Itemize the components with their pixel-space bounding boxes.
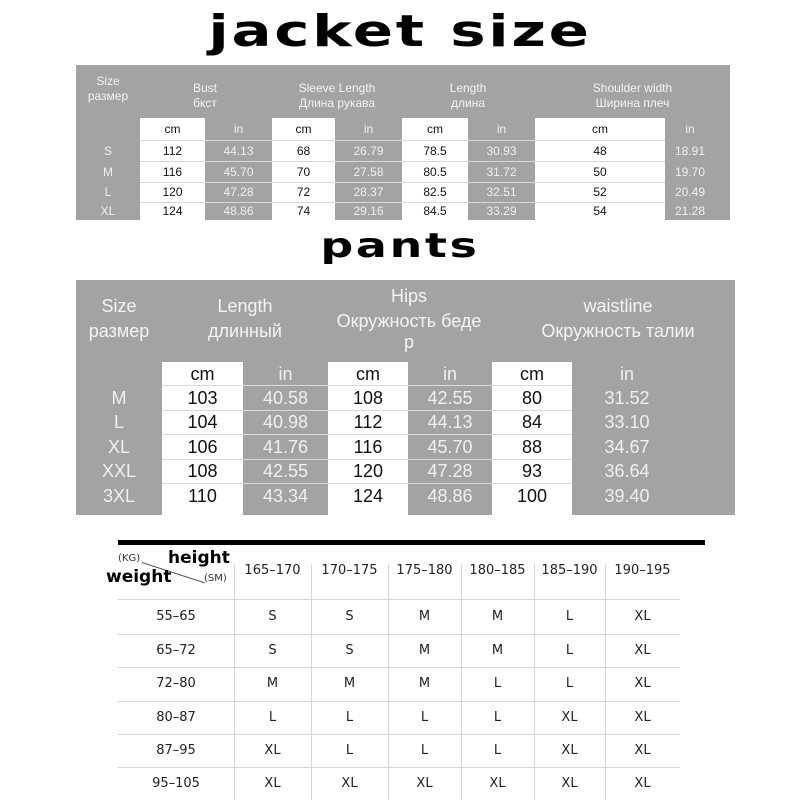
bust-header-en: Bust: [192, 81, 217, 95]
length-cm: 104: [187, 412, 218, 432]
weight-range: 80–87: [156, 710, 196, 725]
sleeve-header-en: Sleeve Length: [298, 81, 376, 95]
size-cell: XL: [634, 676, 651, 691]
length-header-ru: длина: [450, 96, 485, 110]
size-cell: L: [493, 676, 502, 691]
unit-in: in: [496, 122, 507, 136]
pants-size-table: [76, 280, 735, 515]
size-cell: XL: [264, 776, 281, 791]
size-cell: M: [266, 676, 279, 691]
size-cell: M: [491, 643, 504, 658]
size-label: S: [103, 144, 112, 158]
size-header-en: Size: [101, 296, 137, 316]
shoulder-header-ru: Ширина плеч: [595, 96, 670, 110]
size-cell: L: [420, 743, 429, 758]
shoulder-cm: 50: [593, 165, 607, 179]
size-cell: XL: [634, 710, 651, 725]
size-cell: M: [418, 609, 431, 624]
hips-in: 42.55: [427, 388, 473, 408]
size-cell: S: [345, 643, 354, 658]
weight-axis-label: weight: [106, 567, 172, 587]
size-label: M: [111, 388, 127, 408]
unit-cm: cm: [190, 364, 215, 384]
waist-header: [506, 294, 730, 344]
unit-in: in: [278, 364, 293, 384]
unit-in: in: [619, 364, 634, 384]
size-recommendation-table: [106, 540, 705, 800]
unit-cm: cm: [356, 364, 380, 384]
size-cell: L: [565, 643, 574, 658]
bust-in: 45.70: [223, 165, 254, 179]
unit-in: in: [442, 364, 457, 384]
size-header-ru: размер: [88, 321, 150, 342]
size-cell: M: [491, 609, 504, 624]
length-in: 31.72: [486, 165, 517, 179]
size-cell: XL: [489, 776, 506, 791]
length-cm: 80.5: [423, 165, 447, 179]
unit-cm: cm: [164, 122, 181, 136]
length-in: 41.76: [262, 437, 309, 457]
size-cell: L: [565, 609, 574, 624]
size-cell: M: [343, 676, 356, 691]
bust-in: 48.86: [223, 204, 254, 218]
size-cell: XL: [634, 776, 651, 791]
size-header-en: Size: [96, 74, 120, 88]
size-cell: XL: [416, 776, 433, 791]
length-header: [162, 294, 328, 344]
size-label: XL: [100, 204, 116, 218]
size-cell: L: [345, 710, 354, 725]
size-label: 3XL: [102, 486, 136, 506]
size-cell: XL: [561, 743, 578, 758]
hips-cm: 124: [352, 486, 384, 506]
weight-range: 95–105: [152, 776, 200, 791]
height-range-header: 180–185: [469, 563, 526, 578]
waist-in: 31.52: [604, 388, 650, 408]
shoulder-in: 19.70: [674, 165, 706, 179]
hips-in: 48.86: [427, 486, 473, 506]
size-label: M: [103, 165, 113, 179]
size-cell: S: [268, 609, 277, 624]
shoulder-cm: 48: [593, 144, 607, 158]
waist-in: 34.67: [604, 437, 650, 457]
size-cell: XL: [634, 609, 651, 624]
shoulder-in: 18.91: [674, 144, 706, 158]
weight-range: 87–95: [156, 743, 196, 758]
height-axis-label: height: [168, 548, 230, 568]
kg-unit-label: (KG): [118, 553, 141, 564]
size-label: XL: [107, 437, 131, 457]
size-cell: XL: [634, 743, 651, 758]
sm-unit-label: (SM): [204, 573, 227, 584]
jacket-size-title: jacket size: [208, 6, 592, 57]
length-cm: 103: [187, 388, 218, 408]
bust-cm: 112: [162, 144, 183, 158]
shoulder-header-en: Shoulder width: [592, 81, 673, 95]
size-label: XXL: [101, 461, 137, 481]
length-cm: 110: [188, 486, 217, 506]
size-cell: S: [345, 609, 354, 624]
length-in: 40.58: [262, 388, 309, 408]
size-cell: L: [345, 743, 354, 758]
unit-in: in: [685, 122, 695, 136]
hips-in: 44.13: [427, 412, 473, 432]
sleeve-cm: 74: [296, 204, 311, 218]
waist-header-en: waistline: [583, 296, 653, 316]
length-in: 40.98: [262, 412, 309, 432]
waist-cm: 84: [521, 412, 543, 432]
sleeve-cm: 68: [296, 144, 311, 158]
hips-cm: 116: [353, 437, 383, 457]
bust-cm: 124: [162, 204, 183, 218]
length-cm: 82.5: [423, 185, 447, 199]
size-header-ru: размер: [87, 89, 129, 103]
unit-cm: cm: [295, 122, 312, 136]
length-cm: 78.5: [423, 144, 447, 158]
length-header: [402, 81, 534, 111]
length-cm: 108: [187, 461, 218, 481]
bust-cm: 120: [162, 185, 183, 199]
weight-range: 72–80: [156, 676, 196, 691]
length-in: 33.29: [486, 204, 517, 218]
length-in: 43.34: [262, 486, 309, 506]
size-cell: XL: [341, 776, 358, 791]
waist-in: 36.64: [604, 461, 650, 481]
shoulder-in: 20.49: [674, 185, 706, 199]
size-cell: M: [418, 676, 431, 691]
length-in: 30.93: [486, 144, 517, 158]
bust-in: 47.28: [223, 185, 254, 199]
size-cell: L: [268, 710, 277, 725]
waist-cm: 100: [516, 486, 548, 506]
hips-in: 47.28: [427, 461, 473, 481]
hips-in: 45.70: [427, 437, 473, 457]
hips-cm: 120: [352, 461, 384, 481]
unit-cm: cm: [427, 122, 443, 136]
height-range-header: 190–195: [614, 563, 671, 578]
unit-cm: cm: [520, 364, 544, 384]
shoulder-header: [535, 81, 730, 111]
sleeve-cm: 72: [296, 185, 311, 199]
sleeve-in: 27.58: [353, 165, 384, 179]
size-cell: L: [493, 710, 502, 725]
size-cell: XL: [264, 743, 281, 758]
length-cm: 106: [187, 437, 218, 457]
hips-cm: 108: [352, 388, 384, 408]
size-cell: S: [268, 643, 277, 658]
size-cell: M: [418, 643, 431, 658]
length-header-en: Length: [449, 81, 487, 95]
hips-header: [324, 284, 494, 351]
unit-in: in: [363, 122, 374, 136]
size-cell: L: [565, 676, 574, 691]
shoulder-in: 21.28: [674, 204, 706, 218]
waist-header-ru: Окружность талии: [541, 321, 695, 342]
height-range-header: 165–170: [244, 563, 301, 578]
hips-header-ru-wrap: р: [403, 332, 414, 353]
size-label: L: [113, 412, 124, 432]
bust-cm: 116: [162, 165, 183, 179]
sleeve-cm: 70: [296, 165, 311, 179]
pants-size-title: pants: [320, 226, 480, 266]
unit-cm: cm: [592, 122, 608, 136]
weight-range: 65–72: [156, 643, 196, 658]
sleeve-header-ru: Длина рукава: [298, 96, 376, 110]
bust-header-ru: бкст: [193, 96, 217, 110]
shoulder-cm: 52: [593, 185, 607, 199]
waist-in: 33.10: [604, 412, 650, 432]
hips-cm: 112: [353, 412, 383, 432]
size-header: [76, 294, 162, 344]
height-range-header: 175–180: [396, 563, 453, 578]
length-header-ru: длинный: [208, 321, 282, 342]
sleeve-in: 29.16: [353, 204, 384, 218]
waist-in: 39.40: [604, 486, 650, 506]
sleeve-header: [272, 81, 402, 111]
bust-header: [140, 81, 270, 111]
length-in: 42.55: [262, 461, 309, 481]
length-header-en: Length: [217, 296, 273, 316]
size-cell: XL: [634, 643, 651, 658]
size-label: L: [104, 185, 112, 199]
size-cell: XL: [561, 776, 578, 791]
sleeve-in: 28.37: [353, 185, 384, 199]
hips-header-ru: Окружность беде: [336, 311, 482, 332]
size-cell: L: [493, 743, 502, 758]
length-in: 32.51: [486, 185, 517, 199]
bust-in: 44.13: [223, 144, 254, 158]
hips-header-en: Hips: [390, 286, 427, 306]
waist-cm: 88: [521, 437, 543, 457]
size-cell: XL: [561, 710, 578, 725]
unit-in: in: [233, 122, 244, 136]
shoulder-cm: 54: [593, 204, 607, 218]
waist-cm: 80: [521, 388, 543, 408]
height-range-header: 170–175: [321, 563, 378, 578]
length-cm: 84.5: [423, 204, 447, 218]
size-cell: L: [420, 710, 429, 725]
height-range-header: 185–190: [541, 563, 598, 578]
size-header: [76, 74, 140, 104]
waist-cm: 93: [521, 461, 543, 481]
jacket-size-table: [76, 65, 730, 220]
sleeve-in: 26.79: [353, 144, 384, 158]
top-rule: [118, 540, 705, 545]
weight-range: 55–65: [156, 609, 196, 624]
